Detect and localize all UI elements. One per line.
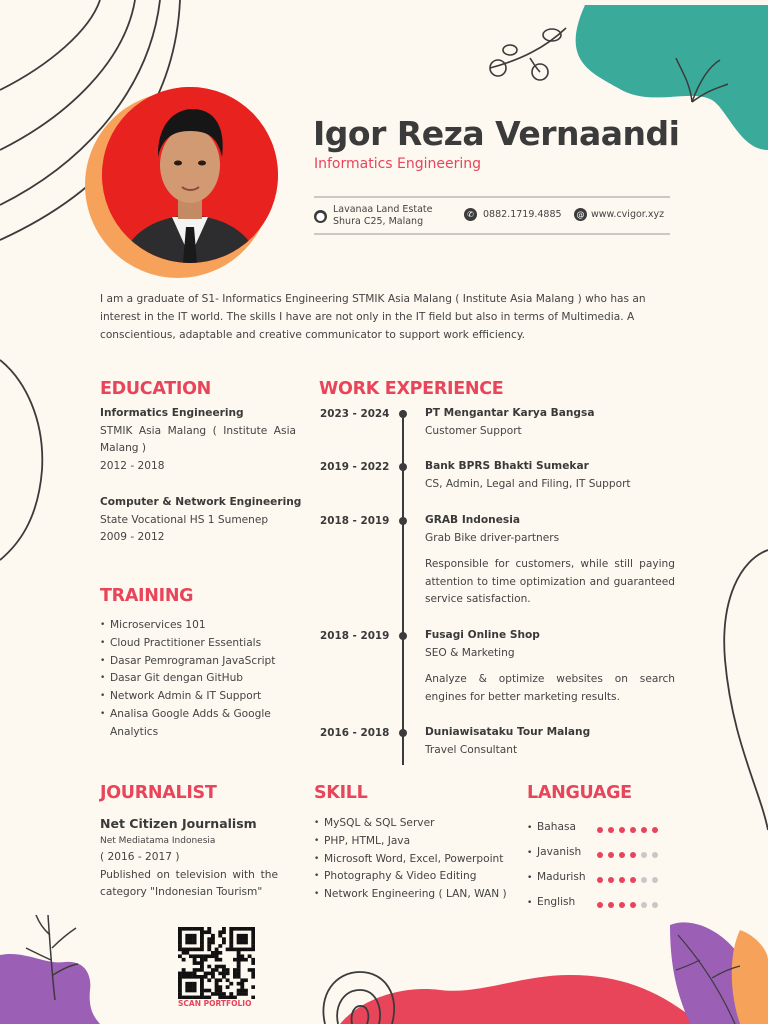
profile-photo xyxy=(102,87,278,263)
level-dot-filled xyxy=(608,852,614,858)
language-level-dots xyxy=(597,893,663,912)
level-dot-filled xyxy=(608,902,614,908)
education-years: 2012 - 2018 xyxy=(100,459,165,472)
training-list xyxy=(100,617,290,742)
level-dot-filled xyxy=(630,877,636,883)
timeline-dot xyxy=(399,632,407,640)
language-heading: LANGUAGE xyxy=(527,783,632,803)
work-role: Grab Bike driver-partners xyxy=(425,531,560,544)
level-dot-filled xyxy=(597,877,603,883)
journalist-details xyxy=(100,849,278,902)
summary-text: I am a graduate of S1- Informatics Engineering STMIK Asia Malang ( Institute Asia Malang ) who has an interest in the IT world. The skills I have are not only in the IT field but also in terms of Multimedia. A conscientious, adaptable and creative communicator to support work efficiency. xyxy=(100,293,646,341)
education-school: State Vocational HS 1 Sumenep xyxy=(100,513,269,526)
level-dot-filled xyxy=(597,852,603,858)
level-dot-empty xyxy=(641,852,647,858)
journalist-description: Published on television with the category "Indonesian Tourism" xyxy=(100,868,278,898)
leaf-sprig-decoration xyxy=(490,28,566,80)
website xyxy=(574,208,664,221)
training-item: • Dasar Git dengan GitHub xyxy=(100,670,290,688)
level-dot-filled xyxy=(619,877,625,883)
journalist-org: Net Citizen Journalism xyxy=(100,816,257,831)
skill-list xyxy=(314,815,519,904)
language-item: • Javanish xyxy=(527,840,687,865)
training-item: • Dasar Pemrograman JavaScript xyxy=(100,653,290,671)
language-item: • Madurish xyxy=(527,865,687,890)
level-dot-empty xyxy=(652,877,658,883)
work-role: Customer Support xyxy=(425,424,522,437)
address-line-2: Shura C25, Malang xyxy=(333,216,424,227)
skill-heading: SKILL xyxy=(314,783,368,803)
timeline-dot xyxy=(399,463,407,471)
website-link[interactable]: www.cvigor.xyz xyxy=(591,208,665,220)
work-company: PT Mengantar Karya Bangsa xyxy=(425,407,595,419)
education-degree: Computer & Network Engineering xyxy=(100,496,302,508)
language-name: English xyxy=(537,895,576,908)
full-name: Igor Reza Vernaandi xyxy=(313,114,680,153)
leaf-outline-right xyxy=(724,550,768,830)
work-company: Fusagi Online Shop xyxy=(425,629,540,641)
language-name: Bahasa xyxy=(537,820,576,833)
skill-item: • PHP, HTML, Java xyxy=(314,833,519,851)
address xyxy=(314,204,433,228)
training-item: • Cloud Practitioner Essentials xyxy=(100,635,290,653)
education-school: STMIK Asia Malang ( Institute Asia Malang ) xyxy=(100,424,296,454)
training-item: • Network Admin & IT Support xyxy=(100,688,290,706)
level-dot-filled xyxy=(630,902,636,908)
level-dot-filled xyxy=(597,902,603,908)
skill-item: • Network Engineering ( LAN, WAN ) xyxy=(314,886,519,904)
education-item xyxy=(100,405,296,475)
journalist-heading: JOURNALIST xyxy=(100,783,217,803)
level-dot-empty xyxy=(641,877,647,883)
work-company: GRAB Indonesia xyxy=(425,514,520,526)
training-heading: TRAINING xyxy=(100,586,194,606)
timeline-dot xyxy=(399,517,407,525)
skill-item: • Photography & Video Editing xyxy=(314,868,519,886)
job-title: Informatics Engineering xyxy=(314,156,482,172)
level-dot-empty xyxy=(652,852,658,858)
language-level-dots xyxy=(597,818,663,837)
language-level-dots xyxy=(597,843,663,862)
level-dot-filled xyxy=(630,827,636,833)
level-dot-filled xyxy=(619,902,625,908)
work-item xyxy=(425,405,675,440)
work-item xyxy=(425,512,675,609)
timeline-dot xyxy=(399,729,407,737)
work-role: CS, Admin, Legal and Filing, IT Support xyxy=(425,477,631,490)
journalist-years: ( 2016 - 2017 ) xyxy=(100,851,180,863)
timeline-dot xyxy=(399,410,407,418)
qr-code[interactable] xyxy=(178,927,255,999)
language-item: • Bahasa xyxy=(527,815,687,840)
work-description: Analyze & optimize websites on search engines for better marketing results. xyxy=(425,673,675,703)
work-years: 2018 - 2019 xyxy=(320,515,390,527)
level-dot-filled xyxy=(641,827,647,833)
training-item: • Microservices 101 xyxy=(100,617,290,635)
work-years: 2016 - 2018 xyxy=(320,727,390,739)
work-company: Bank BPRS Bhakti Sumekar xyxy=(425,460,589,472)
work-heading: WORK EXPERIENCE xyxy=(319,379,504,399)
level-dot-empty xyxy=(641,902,647,908)
skill-item: • Microsoft Word, Excel, Powerpoint xyxy=(314,851,519,869)
work-item xyxy=(425,458,675,493)
education-degree: Informatics Engineering xyxy=(100,407,244,419)
training-item: • Analisa Google Adds & Google Analytics xyxy=(100,706,290,742)
language-name: Javanish xyxy=(537,845,582,858)
skill-item: • MySQL & SQL Server xyxy=(314,815,519,833)
location-pin-icon: ⬤ xyxy=(314,210,327,223)
at-sign-icon: @ xyxy=(574,208,587,221)
work-item xyxy=(425,724,675,759)
work-description: Responsible for customers, while still paying attention to time optimization and guaranteed service satisfaction. xyxy=(425,558,675,605)
work-years: 2019 - 2022 xyxy=(320,461,390,473)
journalist-company: Net Mediatama Indonesia xyxy=(100,836,216,846)
language-name: Madurish xyxy=(537,870,586,883)
phone-number: 0882.1719.4885 xyxy=(483,208,562,220)
level-dot-filled xyxy=(597,827,603,833)
work-years: 2018 - 2019 xyxy=(320,630,390,642)
purple-blob xyxy=(0,954,100,1024)
phone xyxy=(464,208,562,221)
level-dot-filled xyxy=(619,852,625,858)
phone-icon: ✆ xyxy=(464,208,477,221)
qr-label: SCAN PORTFOLIO xyxy=(178,999,252,1008)
level-dot-filled xyxy=(608,827,614,833)
level-dot-filled xyxy=(652,827,658,833)
work-years: 2023 - 2024 xyxy=(320,408,390,420)
orange-leaf xyxy=(732,930,768,1024)
level-dot-filled xyxy=(630,852,636,858)
language-list xyxy=(527,815,687,915)
language-item: • English xyxy=(527,890,687,915)
level-dot-empty xyxy=(652,902,658,908)
address-line-1: Lavanaa Land Estate xyxy=(333,204,433,215)
leaf-outline-left xyxy=(0,360,42,560)
education-item xyxy=(100,494,310,547)
level-dot-filled xyxy=(619,827,625,833)
work-role: Travel Consultant xyxy=(425,743,518,756)
work-role: SEO & Marketing xyxy=(425,646,515,659)
level-dot-filled xyxy=(608,877,614,883)
work-company: Duniawisataku Tour Malang xyxy=(425,726,591,738)
education-years: 2009 - 2012 xyxy=(100,531,165,543)
education-heading: EDUCATION xyxy=(100,379,211,399)
work-item xyxy=(425,627,675,706)
language-level-dots xyxy=(597,868,663,887)
